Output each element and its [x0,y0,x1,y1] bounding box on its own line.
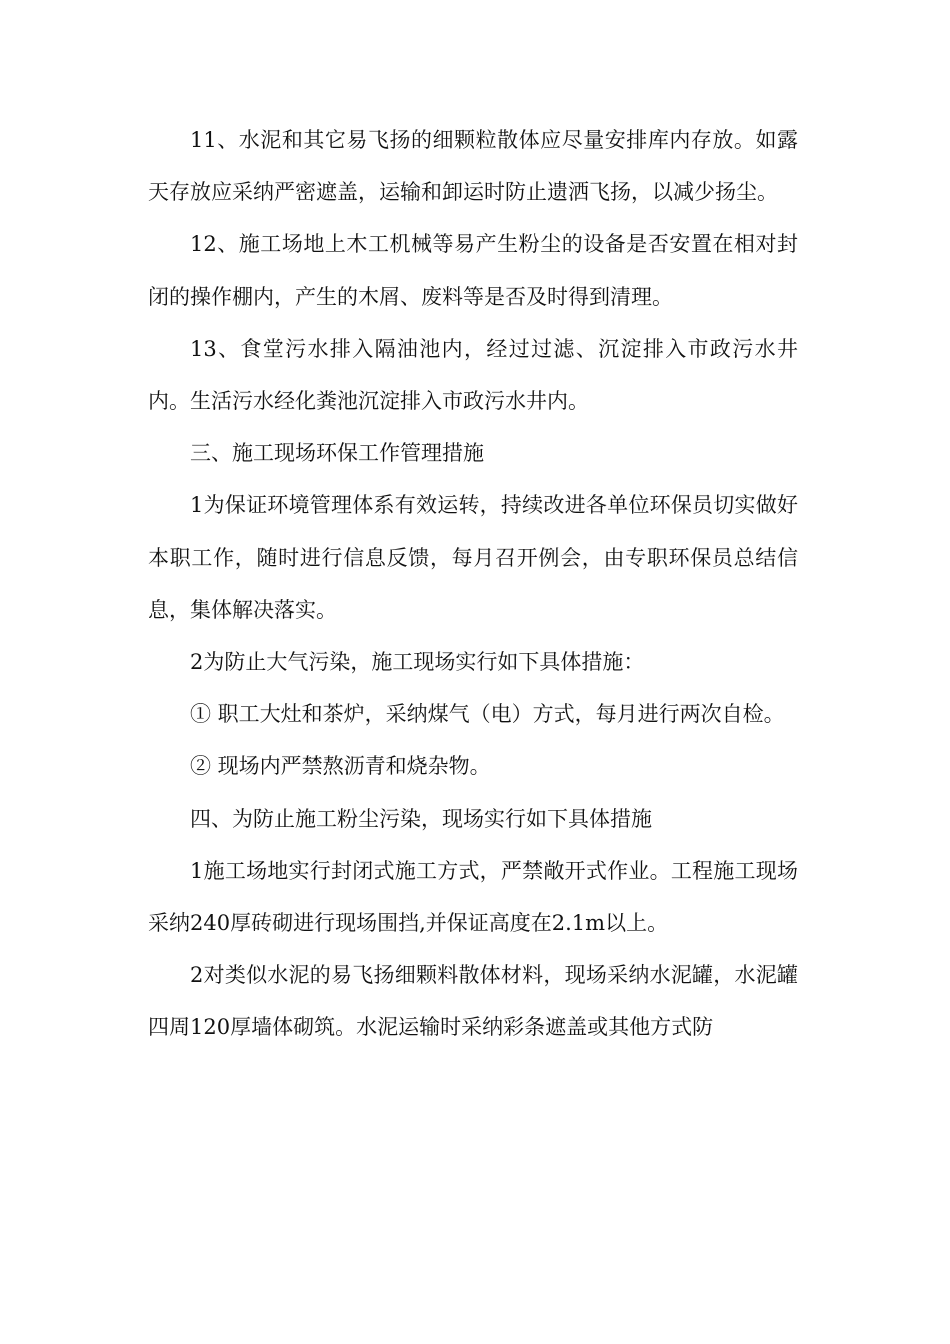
paragraph-air-pollution: 2为防止大气污染，施工现场实行如下具体措施： [190,650,645,675]
paragraph-enclosure: 1施工场地实行封闭式施工方式，严禁敞开式作业。工程施工现场采纳240厚砖砌进行现场围挡,并保证高度在2.1m以上。 [148,858,798,936]
paragraph-13-sewage: 13、食堂污水排入隔油池内，经过过滤、沉淀排入市政污水井内。生活污水经化粪池沉淀排入市政污水井内。 [148,336,798,414]
document-body [148,114,798,1054]
paragraph-11-cement-storage: 11、水泥和其它易飞扬的细颗粒散体应尽量安排库内存放。如露天存放应采纳严密遮盖，运输和卸运时防止遗洒飞扬，以减少扬尘。 [148,128,798,205]
section-heading-4: 四、为防止施工粉尘污染，现场实行如下具体措施 [190,806,652,831]
list-item-asphalt: ② 现场内严禁熬沥青和烧杂物。 [190,754,491,779]
paragraph-management-system: 1为保证环境管理体系有效运转，持续改进各单位环保员切实做好本职工作，随时进行信息反馈，每月召开例会，由专职环保员总结信息，集体解决落实。 [148,493,798,622]
section-heading-3: 三、施工现场环保工作管理措施 [190,441,484,466]
paragraph-cement-tank: 2对类似水泥的易飞扬细颗料散体材料，现场采纳水泥罐，水泥罐四周120厚墙体砌筑。水泥运输时采纳彩条遮盖或其他方式防 [148,963,798,1040]
list-item-stove: ① 职工大灶和茶炉，采纳煤气（电）方式，每月进行两次自检。 [190,702,785,727]
paragraph-12-woodworking-dust: 12、施工场地上木工机械等易产生粉尘的设备是否安置在相对封闭的操作棚内，产生的木屑、废料等是否及时得到清理。 [148,232,798,309]
